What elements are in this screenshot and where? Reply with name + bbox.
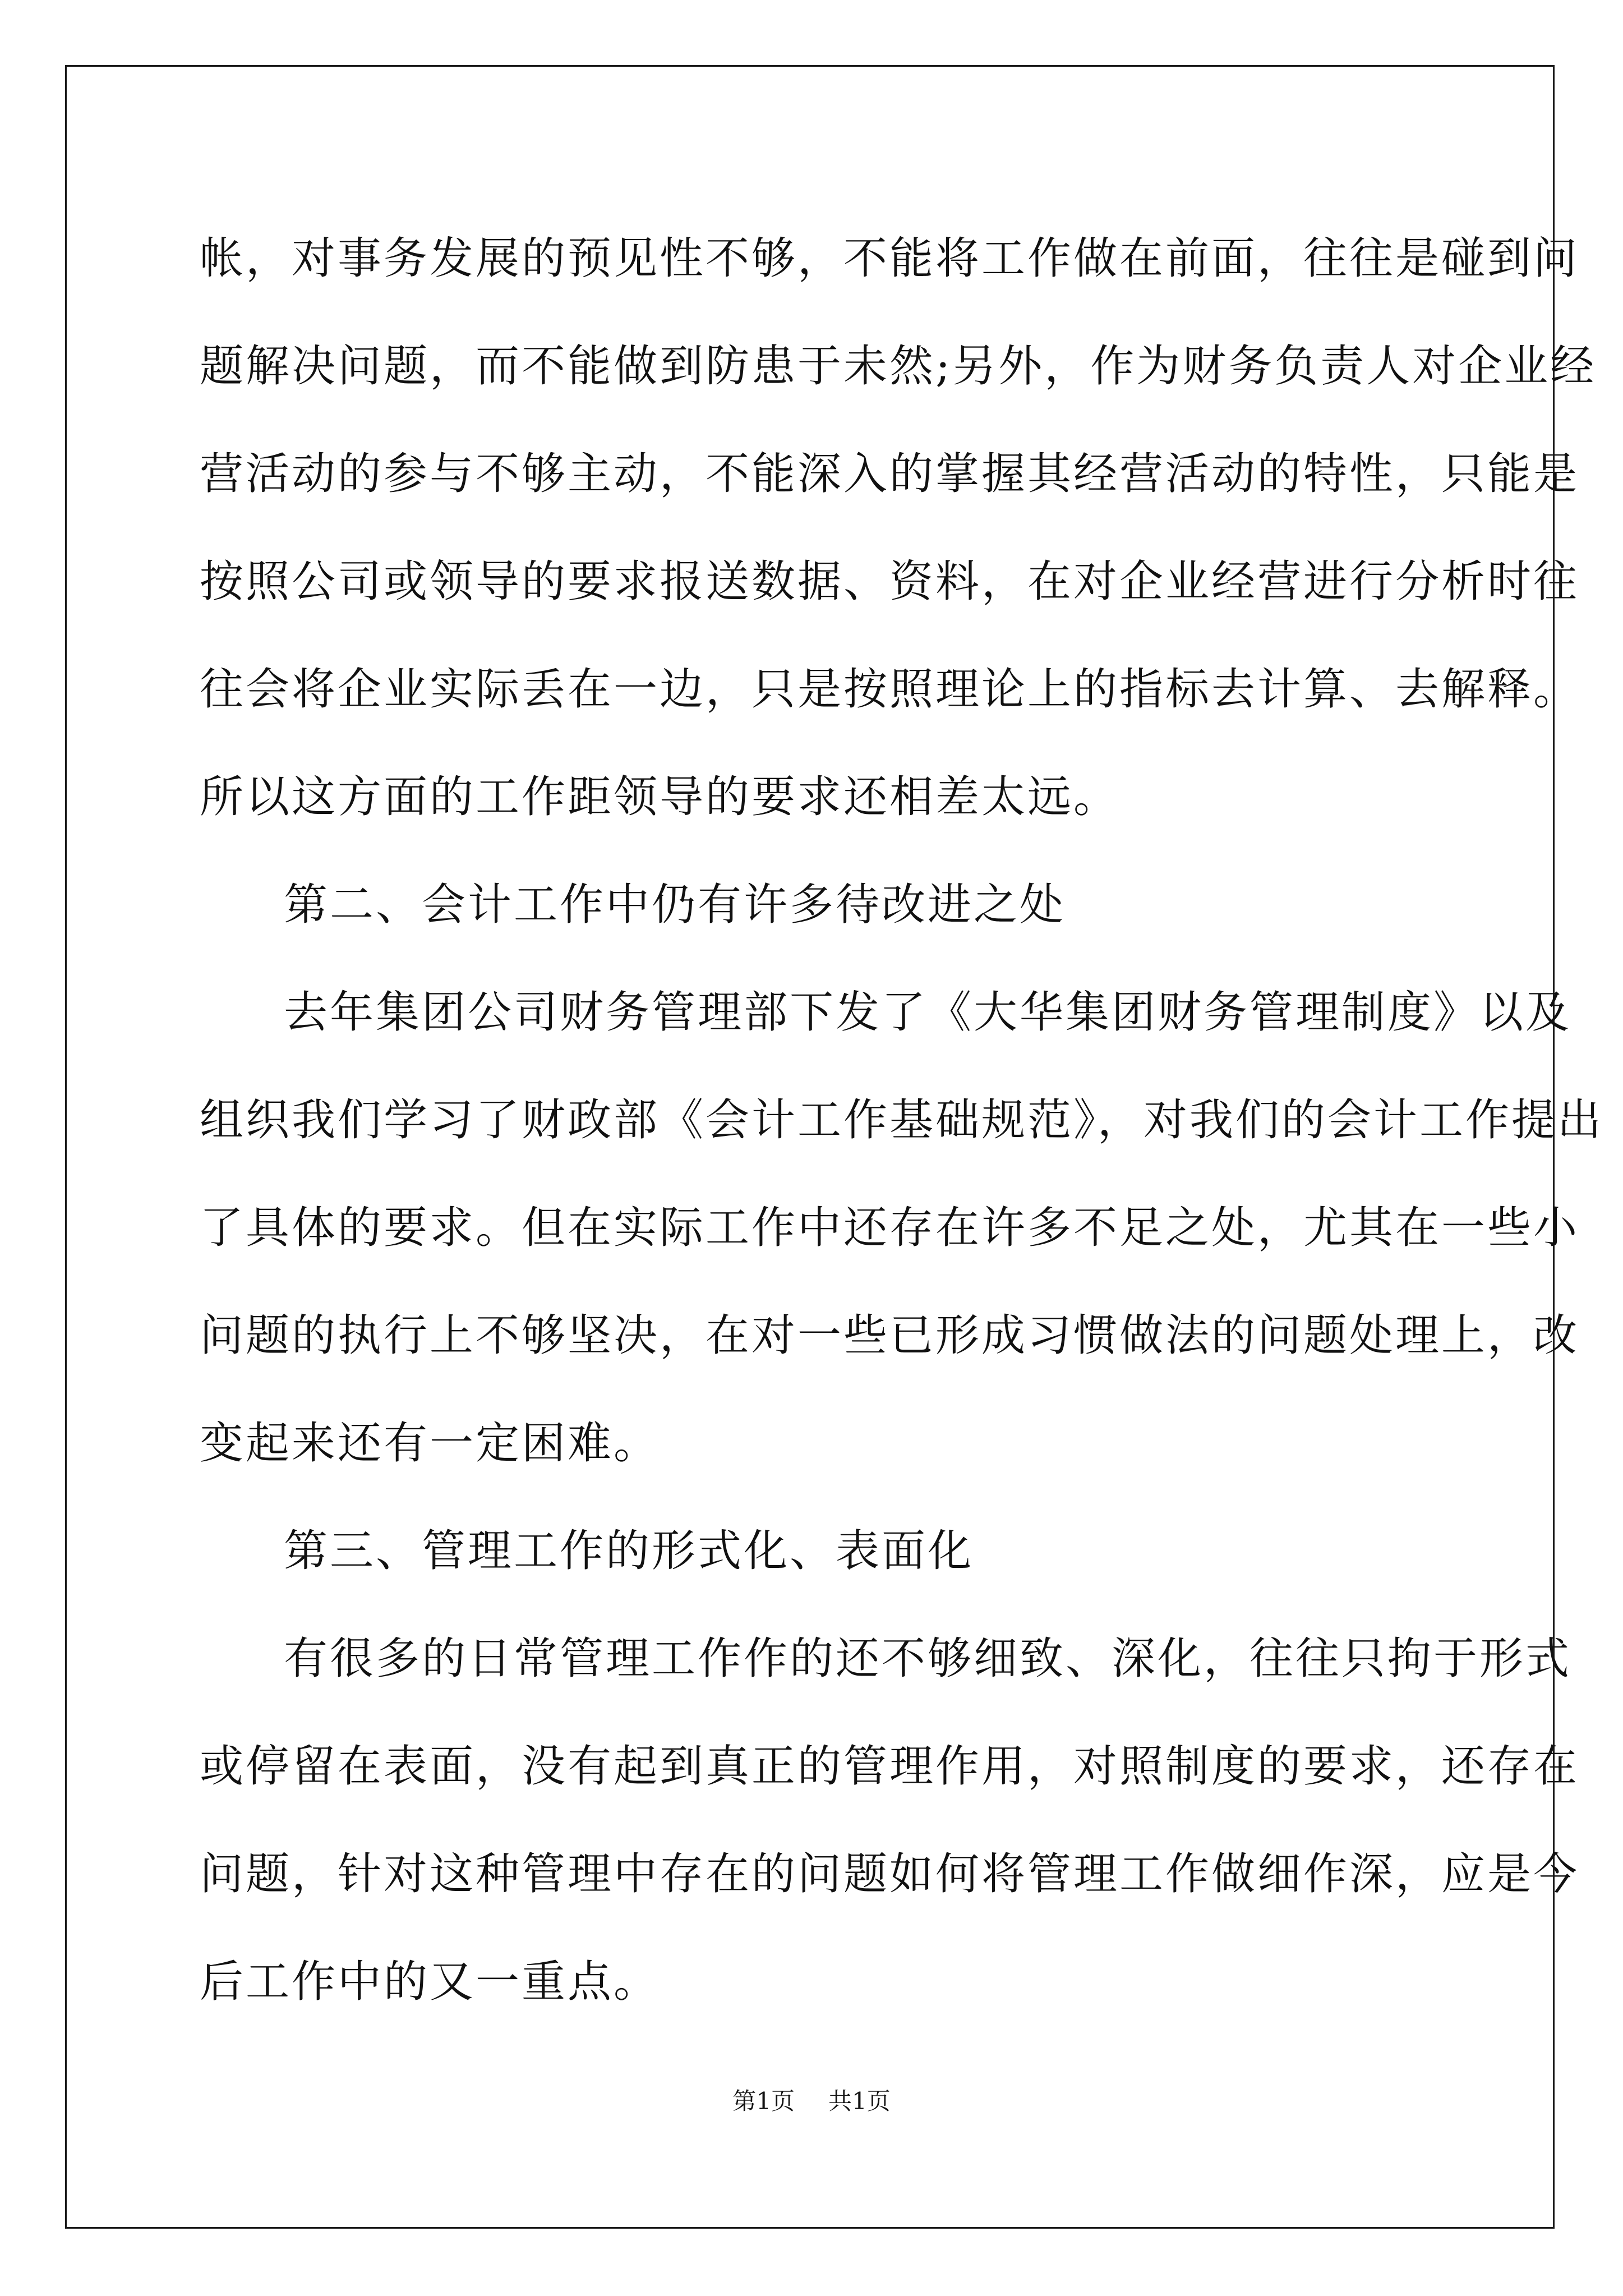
text-line: 问题，针对这种管理中存在的问题如何将管理工作做细作深，应是今 bbox=[200, 1849, 1580, 1899]
text-line: 问题的执行上不够坚决，在对一些已形成习惯做法的问题处理上，改 bbox=[200, 1310, 1580, 1361]
text-line: 帐，对事务发展的预见性不够，不能将工作做在前面，往往是碰到问 bbox=[200, 233, 1580, 284]
text-line: 第二、会计工作中仍有许多待改进之处 bbox=[284, 880, 1066, 930]
text-line: 所以这方面的工作距领导的要求还相差太远。 bbox=[200, 772, 1120, 822]
text-line: 后工作中的又一重点。 bbox=[200, 1957, 660, 2007]
text-line: 有很多的日常管理工作作的还不够细致、深化，往往只拘于形式 bbox=[284, 1634, 1572, 1684]
document-body bbox=[200, 205, 1604, 2036]
text-line: 组织我们学习了财政部《会计工作基础规范》，对我们的会计工作提出 bbox=[200, 1095, 1604, 1145]
text-line: 变起来还有一定困难。 bbox=[200, 1418, 660, 1469]
page-number-total: 共1页 bbox=[828, 2087, 891, 2115]
text-line: 营活动的参与不够主动，不能深入的掌握其经营活动的特性，只能是 bbox=[200, 449, 1580, 499]
page-footer bbox=[0, 2085, 1623, 2118]
text-line: 了具体的要求。但在实际工作中还存在许多不足之处，尤其在一些小 bbox=[200, 1203, 1580, 1253]
text-line: 往会将企业实际丢在一边，只是按照理论上的指标去计算、去解释。 bbox=[200, 664, 1580, 715]
text-line: 按照公司或领导的要求报送数据、资料，在对企业经营进行分析时往 bbox=[200, 556, 1580, 607]
page-number-current: 第1页 bbox=[732, 2087, 795, 2115]
text-line: 第三、管理工作的形式化、表面化 bbox=[284, 1526, 974, 1576]
text-line: 去年集团公司财务管理部下发了《大华集团财务管理制度》以及 bbox=[284, 987, 1572, 1038]
text-line: 题解决问题，而不能做到防患于未然;另外，作为财务负责人对企业经 bbox=[200, 341, 1597, 392]
text-line: 或停留在表面，没有起到真正的管理作用，对照制度的要求，还存在 bbox=[200, 1741, 1580, 1792]
